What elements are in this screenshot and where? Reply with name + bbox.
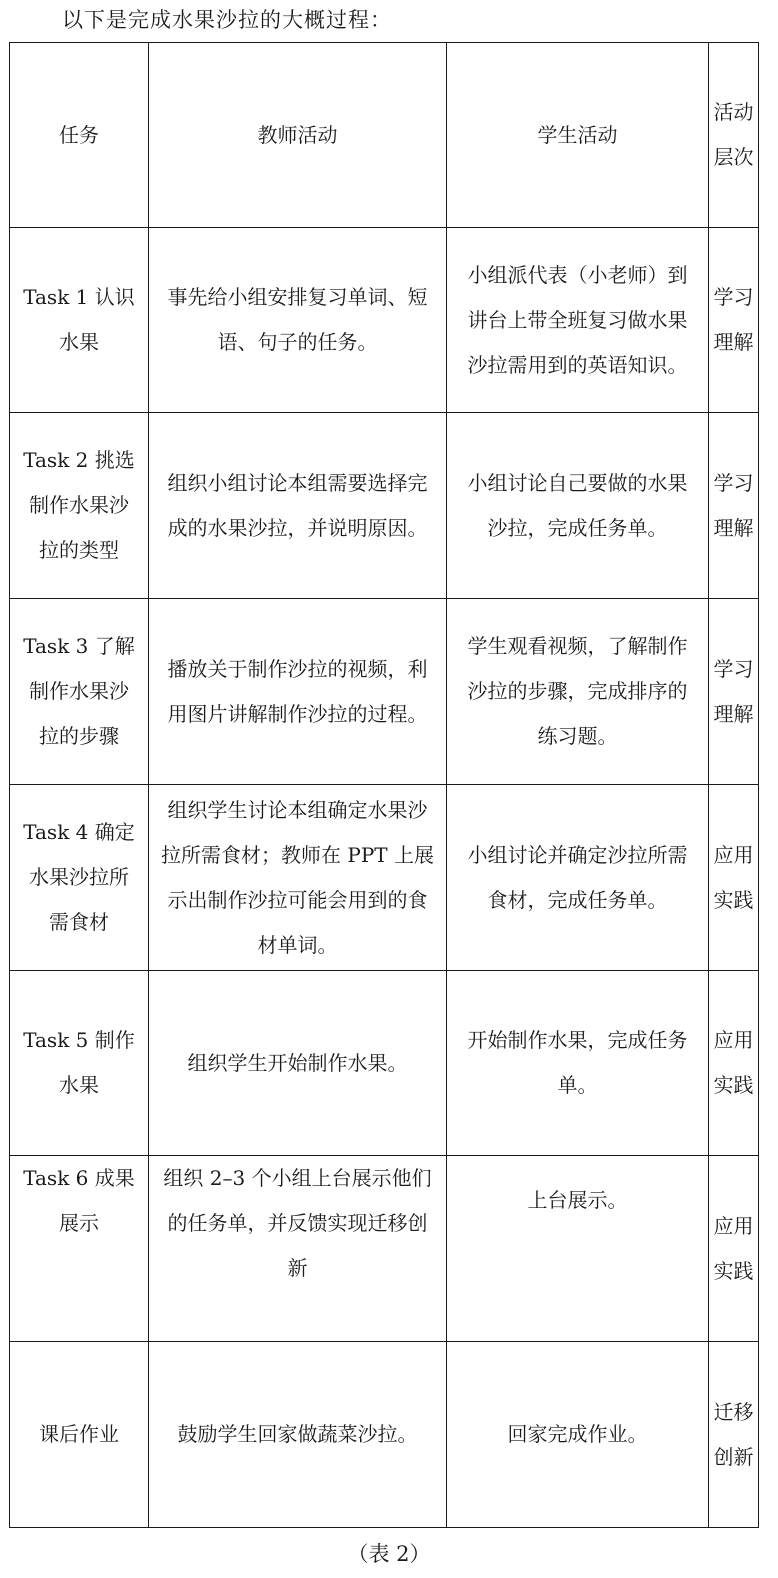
level-cell: 应用实践	[709, 1156, 759, 1342]
student-cell: 小组讨论并确定沙拉所需食材，完成任务单。	[447, 785, 709, 971]
student-cell: 回家完成作业。	[447, 1342, 709, 1528]
teacher-cell: 组织小组讨论本组需要选择完成的水果沙拉，并说明原因。	[149, 413, 447, 599]
header-level: 活动层次	[709, 43, 759, 228]
level-cell: 应用实践	[709, 785, 759, 971]
task-cell: Task 5 制作水果	[10, 971, 149, 1156]
header-task: 任务	[10, 43, 149, 228]
table-caption: （表 2）	[347, 1542, 431, 1566]
task-cell: Task 3 了解制作水果沙拉的步骤	[10, 599, 149, 785]
table-row	[10, 1156, 759, 1342]
task-cell: Task 2 挑选制作水果沙拉的类型	[10, 413, 149, 599]
task-cell: Task 6 成果展示	[10, 1156, 149, 1342]
activity-table	[9, 42, 759, 1528]
student-cell: 学生观看视频，了解制作沙拉的步骤，完成排序的练习题。	[447, 599, 709, 785]
student-cell: 开始制作水果，完成任务单。	[447, 971, 709, 1156]
header-student: 学生活动	[447, 43, 709, 228]
table-row	[10, 1342, 759, 1528]
table-row	[10, 413, 759, 599]
teacher-cell: 组织 2–3 个小组上台展示他们的任务单，并反馈实现迁移创新	[149, 1156, 447, 1342]
student-cell: 上台展示。	[447, 1156, 709, 1342]
teacher-cell: 组织学生开始制作水果。	[149, 971, 447, 1156]
table-row	[10, 599, 759, 785]
task-cell: Task 4 确定水果沙拉所需食材	[10, 785, 149, 971]
student-cell: 小组讨论自己要做的水果沙拉，完成任务单。	[447, 413, 709, 599]
intro-text: 以下是完成水果沙拉的大概过程：	[62, 8, 392, 32]
teacher-cell: 鼓励学生回家做蔬菜沙拉。	[149, 1342, 447, 1528]
teacher-cell: 组织学生讨论本组确定水果沙拉所需食材；教师在 PPT 上展示出制作沙拉可能会用到的食材单词。	[149, 785, 447, 971]
task-cell: Task 1 认识水果	[10, 228, 149, 413]
teacher-cell: 事先给小组安排复习单词、短语、句子的任务。	[149, 228, 447, 413]
task-cell: 课后作业	[10, 1342, 149, 1528]
level-cell: 应用实践	[709, 971, 759, 1156]
level-cell: 学习理解	[709, 599, 759, 785]
header-teacher: 教师活动	[149, 43, 447, 228]
table-row	[10, 785, 759, 971]
header-row	[10, 43, 759, 228]
teacher-cell: 播放关于制作沙拉的视频，利用图片讲解制作沙拉的过程。	[149, 599, 447, 785]
student-cell: 小组派代表（小老师）到讲台上带全班复习做水果沙拉需用到的英语知识。	[447, 228, 709, 413]
level-cell: 学习理解	[709, 413, 759, 599]
level-cell: 学习理解	[709, 228, 759, 413]
table-row	[10, 228, 759, 413]
level-cell: 迁移创新	[709, 1342, 759, 1528]
table-row	[10, 971, 759, 1156]
